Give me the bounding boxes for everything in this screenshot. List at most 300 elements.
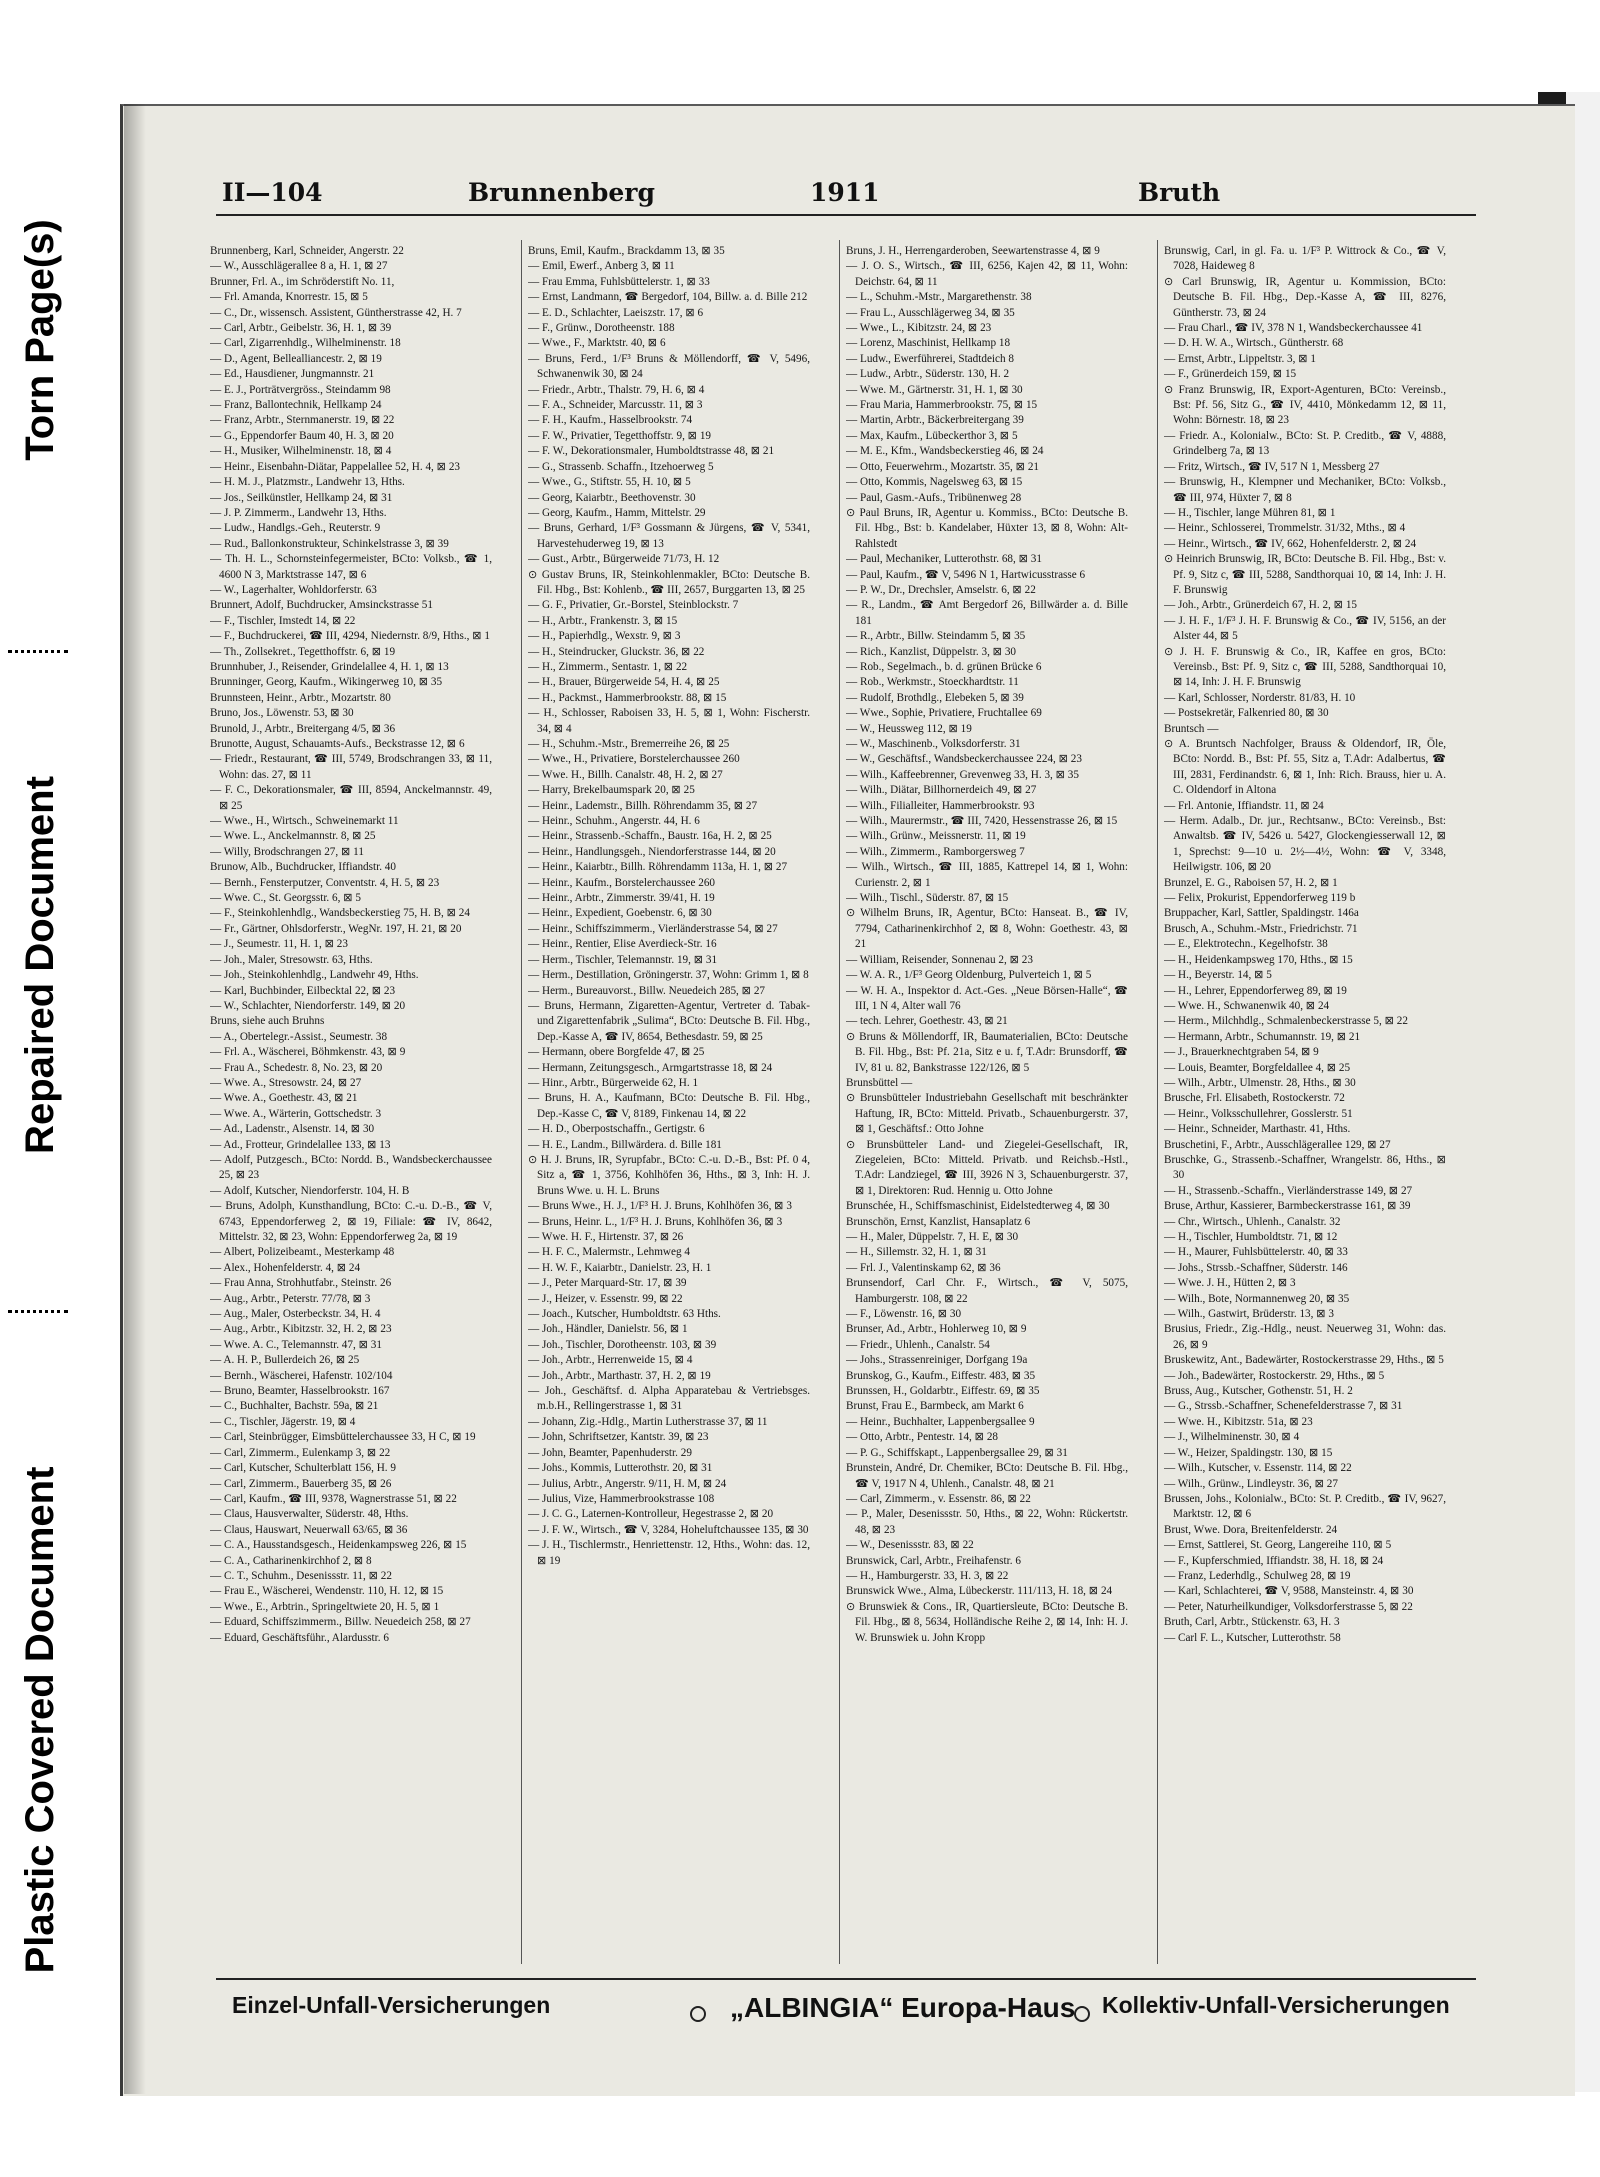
directory-entry: Bruse, Arthur, Kassierer, Barmbeckerstrasse 161, ⊠ 39 — [1164, 1200, 1411, 1213]
directory-entry: Brunst, Frau E., Barmbeck, am Markt 6 — [846, 1400, 1024, 1413]
directory-entry: — Wilh., Diätar, Billhornerdeich 49, ⊠ 27 — [846, 784, 1037, 797]
directory-entry: — F. H., Kaufm., Hasselbrookstr. 74 — [528, 414, 693, 427]
directory-entry: — Wilh., Tischl., Süderstr. 87, ⊠ 15 — [846, 892, 1009, 905]
directory-entry: — H., Sillemstr. 32, H. 1, ⊠ 31 — [846, 1246, 987, 1259]
directory-entry: — Heinr., Buchhalter, Lappenbergsallee 9 — [846, 1415, 1035, 1428]
directory-entry: — W., Schlachter, Niendorferstr. 149, ⊠ 20 — [210, 999, 406, 1012]
directory-entry: — Wwe. H., Schwanenwik 40, ⊠ 24 — [1164, 999, 1330, 1012]
column-divider — [521, 240, 522, 1964]
directory-entry: Brunschön, Ernst, Kanzlist, Hansaplatz 6 — [846, 1215, 1031, 1228]
directory-entry: — F., Grünerdeich 159, ⊠ 15 — [1164, 368, 1297, 381]
directory-entry: Brunswig, Carl, in gl. Fa. u. 1/F³ P. Wittrock & Co., ☎ V, 7028, Haideweg 8 — [1164, 245, 1446, 273]
directory-entry: Bruskewitz, Ant., Badewärter, Rostockerstrasse 29, Hths., ⊠ 5 — [1164, 1354, 1444, 1367]
directory-entry: — Wwe. H. F., Hirtenstr. 37, ⊠ 26 — [528, 1231, 684, 1243]
directory-entry: — Wilh., Kutscher, v. Essenstr. 114, ⊠ 22 — [1164, 1462, 1352, 1475]
directory-entry: — Otto, Feuerwehrm., Mozartstr. 35, ⊠ 21 — [846, 460, 1040, 473]
directory-entry: — Heinr., Volksschullehrer, Gosslerstr. 51 — [1164, 1107, 1353, 1120]
footer-rule — [216, 1978, 1476, 1980]
directory-entry: — Alex., Hohenfelderstr. 4, ⊠ 24 — [210, 1261, 361, 1274]
directory-entry: Bruss, Aug., Kutscher, Gothenstr. 51, H. 2 — [1164, 1385, 1353, 1398]
directory-entry: — Ernst, Landmann, ☎ Bergedorf, 104, Billw. a. d. Bille 212 — [528, 291, 808, 304]
directory-entry: — Wwe. A. C., Telemannstr. 47, ⊠ 31 — [210, 1338, 382, 1351]
directory-entry: — Bernh., Fensterputzer, Conventstr. 4, H. 5, ⊠ 23 — [210, 876, 440, 889]
directory-entry: Brust, Wwe. Dora, Breitenfelderstr. 24 — [1164, 1523, 1338, 1536]
directory-entry: — H., Zimmerm., Sentastr. 1, ⊠ 22 — [528, 660, 688, 673]
directory-entry: — Joh., Arbtr., Marthastr. 37, H. 2, ⊠ 19 — [528, 1369, 711, 1382]
directory-entry: — C. T., Schuhm., Desenissstr. 11, ⊠ 22 — [210, 1569, 392, 1582]
directory-entry: Brusius, Friedr., Zig.-Hdlg., neust. Neuerweg 31, Wohn: das. 26, ⊠ 9 — [1164, 1323, 1446, 1351]
directory-entry: — Hermann, Arbtr., Schumannstr. 19, ⊠ 21 — [1164, 1030, 1361, 1043]
directory-entry: — Eduard, Geschäftsführ., Alardusstr. 6 — [210, 1631, 389, 1644]
directory-entry: — P. W., Dr., Drechsler, Amselstr. 6, ⊠ 22 — [846, 583, 1036, 596]
directory-entry: Brunskog, G., Kaufm., Eiffestr. 483, ⊠ 35 — [846, 1369, 1036, 1382]
directory-entry: — Bernh., Wäscherei, Hafenstr. 102/104 — [210, 1369, 393, 1382]
side-label-divider — [8, 1310, 68, 1313]
directory-entry: ⊙ J. H. F. Brunswig & Co., IR, Kaffee en gros, BCto: Vereinsb., Bst: Pf. 9, Sitz c, ☎ III, 5288, Sandthorquai 10, ⊠ 14, Inh: J. H. F. Brunswig — [1164, 645, 1446, 689]
directory-entry: Brunstein, André, Dr. Chemiker, BCto: Deutsche B. Fil. Hbg., ☎ V, 1917 N 4, Uhlenh., Canalstr. 48, ⊠ 21 — [846, 1462, 1128, 1490]
directory-entry: — M. E., Kfm., Wandsbeckerstieg 46, ⊠ 24 — [846, 445, 1044, 458]
directory-entry: — J., Peter Marquard-Str. 17, ⊠ 39 — [528, 1277, 687, 1290]
directory-entry: — Louis, Beamter, Borgfeldallee 4, ⊠ 25 — [1164, 1061, 1351, 1074]
directory-entry: — H. D., Oberpostschaffn., Gertigstr. 6 — [528, 1123, 705, 1136]
directory-entry: — F. A., Schneider, Marcusstr. 11, ⊠ 3 — [528, 399, 703, 412]
header-right-keyword: Bruth — [1138, 178, 1221, 207]
directory-entry: — Emil, Ewerf., Anberg 3, ⊠ 11 — [528, 260, 675, 273]
directory-entry: — J., Seumestr. 11, H. 1, ⊠ 23 — [210, 938, 348, 951]
directory-entry: — Ernst, Sattlerei, St. Georg, Langereihe 110, ⊠ 5 — [1164, 1539, 1392, 1552]
directory-entry: — Wilh., Grünw., Meissnerstr. 11, ⊠ 19 — [846, 830, 1026, 843]
directory-entry: Bruschetini, F., Arbtr., Ausschlägerallee 129, ⊠ 27 — [1164, 1138, 1391, 1151]
directory-entry: — J. P. Zimmerm., Landwehr 13, Hths. — [210, 506, 387, 519]
directory-entry: — Franz, Ballontechnik, Hellkamp 24 — [210, 399, 382, 412]
directory-entry: — Aug., Maler, Osterbeckstr. 34, H. 4 — [210, 1308, 381, 1321]
directory-entry: — Wilh., Gastwirt, Brüderstr. 13, ⊠ 3 — [1164, 1308, 1334, 1321]
directory-entry: — Frl. Amanda, Knorrestr. 15, ⊠ 5 — [210, 291, 368, 304]
directory-entry: — Heinr., Eisenbahn-Diätar, Pappelallee 52, H. 4, ⊠ 23 — [210, 460, 461, 473]
directory-entry: — Wwe., G., Stiftstr. 55, H. 10, ⊠ 5 — [528, 476, 691, 489]
directory-entry: — Bruns Wwe., H. J., 1/F³ H. J. Bruns, Kohlhöfen 36, ⊠ 3 — [528, 1200, 792, 1213]
directory-entry: — Heinr., Strassenb.-Schaffn., Baustr. 16a, H. 2, ⊠ 25 — [528, 830, 772, 843]
directory-entry: Brunssen, H., Goldarbtr., Eiffestr. 69, ⊠ 35 — [846, 1385, 1040, 1398]
directory-entry: — Carl, Zimmerm., Bauerberg 35, ⊠ 26 — [210, 1477, 392, 1490]
directory-entry: — Ad., Ladenstr., Alsenstr. 14, ⊠ 30 — [210, 1123, 375, 1136]
directory-entry: — F., Tischler, Imstedt 14, ⊠ 22 — [210, 614, 356, 627]
directory-entry: Brunzel, E. G., Raboisen 57, H. 2, ⊠ 1 — [1164, 876, 1338, 889]
directory-entry: — Lorenz, Maschinist, Hellkamp 18 — [846, 337, 1011, 350]
directory-entry: — Aug., Arbtr., Peterstr. 77/78, ⊠ 3 — [210, 1292, 371, 1305]
directory-entry: — D., Agent, Bellealliancestr. 2, ⊠ 19 — [210, 352, 382, 365]
directory-entry: — Wwe., L., Kibitzstr. 24, ⊠ 23 — [846, 322, 992, 335]
directory-entry: Brusch, A., Schuhm.-Mstr., Friedrichstr. 71 — [1164, 922, 1358, 935]
directory-entry: — Heinr., Lademstr., Billh. Röhrendamm 35, ⊠ 27 — [528, 799, 758, 812]
directory-entry: — Heinr., Rentier, Elise Averdieck-Str. 16 — [528, 938, 717, 951]
directory-entry: — Herm., Tischler, Telemannstr. 19, ⊠ 31 — [528, 953, 718, 966]
directory-entry: — J. C. G., Laternen-Kontrolleur, Hegestrasse 2, ⊠ 20 — [528, 1508, 774, 1521]
directory-entry: — Joh., Geschäftsf. d. Alpha Apparatebau & Vertriebsges. m.b.H., Rellingerstrasse 1, ⊠ 31 — [528, 1385, 810, 1413]
directory-entry: — Herm., Destillation, Gröningerstr. 37, Wohn: Grimm 1, ⊠ 8 — [528, 969, 809, 982]
directory-entry: Bruns, siehe auch Bruhns — [210, 1015, 325, 1028]
side-label-repaired: Repaired Document — [18, 776, 62, 1154]
directory-entry: — Bruns, H. A., Kaufmann, BCto: Deutsche B. Fil. Hbg., Dep.-Kasse C, ☎ V, 8189, Finkenau 14, ⊠ 22 — [528, 1092, 810, 1120]
directory-entry: — Heinr., Schuhm., Angerstr. 44, H. 6 — [528, 815, 700, 828]
directory-column-4 — [1164, 244, 1446, 1964]
directory-entry: — Carl, Zigarrenhdlg., Wilhelminenstr. 18 — [210, 337, 401, 350]
directory-entry: — H., Steindrucker, Gluckstr. 36, ⊠ 22 — [528, 645, 705, 658]
directory-entry: — Wwe., H., Wirtsch., Schweinemarkt 11 — [210, 815, 399, 828]
directory-column-2 — [528, 244, 810, 1964]
directory-entry: ⊙ Heinrich Brunswig, IR, BCto: Deutsche B. Fil. Hbg., Bst: v. Pf. 9, Sitz c, ☎ III, 5288, Sandthorquai 10, ⊠ 14, Inh: J. H. F. Brunswig — [1164, 553, 1446, 596]
directory-entry: — Wilh., Filialleiter, Hammerbrookstr. 93 — [846, 799, 1035, 812]
directory-entry: — Claus, Hauswart, Neuerwall 63/65, ⊠ 36 — [210, 1523, 408, 1536]
directory-entry: — Hermann, Zeitungsgesch., Armgartstrasse 18, ⊠ 24 — [528, 1061, 773, 1074]
directory-entry: — Johs., Strassenreiniger, Dorfgang 19a — [846, 1354, 1028, 1367]
directory-entry: — Friedr., Restaurant, ☎ III, 5749, Brodschrangen 33, ⊠ 11, Wohn: das. 27, ⊠ 11 — [210, 753, 492, 781]
directory-entry: — H., Schuhm.-Mstr., Bremerreihe 26, ⊠ 25 — [528, 738, 730, 750]
directory-entry: Brunnert, Adolf, Buchdrucker, Amsinckstrasse 51 — [210, 599, 433, 612]
directory-entry: — Wwe., E., Arbtrin., Springeltwiete 20, H. 5, ⊠ 1 — [210, 1600, 440, 1613]
directory-entry: — Wwe., H., Privatiere, Borstelerchaussee 260 — [528, 753, 740, 766]
directory-entry: Brunninger, Georg, Kaufm., Wikingerweg 10, ⊠ 35 — [210, 676, 443, 689]
directory-entry: — R., Landm., ☎ Amt Bergedorf 26, Billwärder a. d. Bille 181 — [846, 599, 1128, 627]
directory-entry: — W., Maschinenb., Volksdorferstr. 31 — [846, 738, 1021, 750]
directory-entry: — J., Wilhelminenstr. 30, ⊠ 4 — [1164, 1431, 1300, 1444]
header-rule — [216, 214, 1476, 216]
directory-entry: — H., Tischler, Humboldtstr. 71, ⊠ 12 — [1164, 1231, 1338, 1243]
directory-entry: — H., Beyerstr. 14, ⊠ 5 — [1164, 969, 1272, 982]
directory-entry: — Wilh., Kaffeebrenner, Grevenweg 33, H. 3, ⊠ 35 — [846, 768, 1079, 781]
directory-entry: — John, Schriftsetzer, Kantstr. 39, ⊠ 23 — [528, 1431, 709, 1444]
directory-entry: — C., Buchhalter, Bachstr. 59a, ⊠ 21 — [210, 1400, 379, 1413]
directory-entry: ⊙ Franz Brunswig, IR, Export-Agenturen, BCto: Vereinsb., Bst: Pf. 56, Sitz G., ☎ IV, 4410, Mönkedamm 12, ⊠ 11, Wohn: Börnestr. 18, ⊠ 23 — [1164, 383, 1446, 427]
directory-entry: — Paul, Kaufm., ☎ V, 5496 N 1, Hartwicusstrasse 6 — [846, 568, 1086, 581]
directory-entry: — C. A., Hausstandsgesch., Heidenkampsweg 226, ⊠ 15 — [210, 1539, 467, 1552]
directory-entry: — Wwe. M., Gärtnerstr. 31, H. 1, ⊠ 30 — [846, 383, 1023, 396]
directory-entry: Brunold, J., Arbtr., Breitergang 4/5, ⊠ 36 — [210, 722, 396, 735]
directory-entry: — H., Maurer, Fuhlsbüttelerstr. 40, ⊠ 33 — [1164, 1246, 1348, 1259]
directory-entry: — Carl, Zimmerm., Eulenkamp 3, ⊠ 22 — [210, 1446, 391, 1459]
directory-entry: — H., Maler, Düppelstr. 7, H. E, ⊠ 30 — [846, 1231, 1019, 1243]
directory-entry: — Joh., Tischler, Dorotheenstr. 103, ⊠ 39 — [528, 1338, 717, 1351]
directory-entry: — F., Kupferschmied, Iffiandstr. 38, H. 18, ⊠ 24 — [1164, 1554, 1384, 1567]
directory-entry: — Fr., Gärtner, Ohlsdorferstr., WegNr. 197, H. 21, ⊠ 20 — [210, 922, 462, 935]
directory-entry: — Rob., Segelmach., b. d. grünen Brücke 6 — [846, 660, 1042, 673]
directory-entry: — Th. H. L., Schornsteinfegermeister, BCto: Volksb., ☎ 1, 4600 N 3, Marktstrasse 147, ⊠ 6 — [210, 553, 492, 581]
directory-entry: Brunsbüttel — — [846, 1076, 913, 1089]
directory-entry: — Wwe. J. H., Hütten 2, ⊠ 3 — [1164, 1277, 1296, 1290]
directory-entry: — C., Tischler, Jägerstr. 19, ⊠ 4 — [210, 1415, 356, 1428]
directory-entry: — H., Musiker, Wilhelminenstr. 18, ⊠ 4 — [210, 445, 392, 458]
directory-entry: — Heinr., Arbtr., Zimmerstr. 39/41, H. 19 — [528, 892, 715, 905]
directory-entry: — Heinr., Expedient, Goebenstr. 6, ⊠ 30 — [528, 907, 712, 920]
directory-entry: — H., Heidenkampsweg 170, Hths., ⊠ 15 — [1164, 953, 1353, 966]
directory-column-3 — [846, 244, 1128, 1964]
directory-entry: — H., Lehrer, Eppendorferweg 89, ⊠ 19 — [1164, 984, 1347, 997]
directory-entry: — W., Geschäftsf., Wandsbeckerchaussee 224, ⊠ 23 — [846, 753, 1082, 766]
directory-entry: — Georg, Kaiarbtr., Beethovenstr. 30 — [528, 491, 696, 504]
directory-entry: — Chr., Wirtsch., Uhlenh., Canalstr. 32 — [1164, 1215, 1341, 1228]
directory-entry: — W., Ausschlägerallee 8 a, H. 1, ⊠ 27 — [210, 260, 388, 273]
directory-entry: Brunnhuber, J., Reisender, Grindelallee 4, H. 1, ⊠ 13 — [210, 660, 449, 673]
directory-entry: Brunschée, H., Schiffsmaschinist, Eidelstedterweg 4, ⊠ 30 — [846, 1200, 1110, 1213]
column-divider — [1157, 240, 1158, 1964]
directory-entry: Brunser, Ad., Arbtr., Hohlerweg 10, ⊠ 9 — [846, 1323, 1027, 1336]
directory-entry: — tech. Lehrer, Goethestr. 43, ⊠ 21 — [846, 1015, 1008, 1028]
directory-entry: — A., Obertelegr.-Assist., Seumestr. 38 — [210, 1030, 388, 1043]
directory-entry: — H., Schlosser, Raboisen 33, H. 5, ⊠ 1, Wohn: Fischerstr. 34, ⊠ 4 — [528, 707, 810, 735]
directory-entry: — H. W. F., Kaiarbtr., Danielstr. 23, H. 1 — [528, 1261, 712, 1274]
directory-entry: — Frau Emma, Fuhlsbüttelerstr. 1, ⊠ 33 — [528, 275, 710, 288]
directory-entry: ⊙ Brunsbütteler Industriebahn Gesellschaft mit beschränkter Haftung, IR, BCto: Mitteld. Privatb., Schauenburgerstr. 37, ⊠ 1, Geschäftsf.: Otto Johne — [846, 1092, 1128, 1136]
directory-entry: — A. H. P., Bullerdeich 26, ⊠ 25 — [210, 1354, 360, 1367]
directory-entry: — J., Heizer, v. Essenstr. 99, ⊠ 22 — [528, 1292, 683, 1305]
directory-entry: — Wwe. C., St. Georgsstr. 6, ⊠ 5 — [210, 892, 361, 905]
directory-entry: — Bruno, Beamter, Hasselbrookstr. 167 — [210, 1385, 390, 1398]
directory-entry: Brunswick Wwe., Alma, Lübeckerstr. 111/113, H. 18, ⊠ 24 — [846, 1585, 1113, 1598]
directory-entry: — Willy, Brodschrangen 27, ⊠ 11 — [210, 845, 364, 858]
directory-entry: — J., Brauerknechtgraben 54, ⊠ 9 — [1164, 1046, 1319, 1059]
directory-entry: Bruns, Emil, Kaufm., Brackdamm 13, ⊠ 35 — [528, 245, 725, 257]
directory-entry: — P., Maler, Desenissstr. 50, Hths., ⊠ 22, Wohn: Rückertstr. 48, ⊠ 23 — [846, 1508, 1128, 1536]
directory-entry: — Bruns, Gerhard, 1/F³ Gossmann & Jürgens, ☎ V, 5341, Harvestehuderweg 19, ⊠ 13 — [528, 522, 810, 550]
footer-center-ad: „ALBINGIA“ Europa-Haus — [730, 1992, 1076, 2023]
directory-entry: — Frl. A., Wäscherei, Böhmkenstr. 43, ⊠ 9 — [210, 1046, 406, 1059]
directory-entry: — Wwe. L., Anckelmannstr. 8, ⊠ 25 — [210, 830, 376, 843]
directory-entry: ⊙ Paul Bruns, IR, Agentur u. Kommiss., BCto: Deutsche B. Fil. Hbg., Bst: b. Kandelaber, Hüxter 13, ⊠ 8, Wohn: Alt-Rahlstedt — [846, 506, 1128, 550]
directory-entry: — Hermann, obere Borgfelde 47, ⊠ 25 — [528, 1046, 705, 1059]
directory-entry: Bruppacher, Karl, Sattler, Spaldingstr. 146a — [1164, 907, 1359, 920]
directory-entry: — Joh., Arbtr., Grünerdeich 67, H. 2, ⊠ 15 — [1164, 599, 1358, 612]
directory-entry: — Wilh., Maurermstr., ☎ III, 7420, Hessenstrasse 26, ⊠ 15 — [846, 815, 1118, 828]
directory-entry: — Franz, Arbtr., Sternmanerstr. 19, ⊠ 22 — [210, 414, 395, 427]
directory-entry: Bruno, Jos., Löwenstr. 53, ⊠ 30 — [210, 707, 354, 720]
directory-entry: — Eduard, Schiffszimmerm., Billw. Neuedeich 258, ⊠ 27 — [210, 1616, 471, 1629]
directory-entry: — Friedr. A., Kolonialw., BCto: St. P. Creditb., ☎ V, 4888, Grindelberg 7a, ⊠ 13 — [1164, 429, 1446, 458]
directory-entry: — Hinr., Arbtr., Bürgerweide 62, H. 1 — [528, 1076, 699, 1089]
directory-entry: Bruschke, G., Strassenb.-Schaffner, Wrangelstr. 86, Hths., ⊠ 30 — [1164, 1153, 1446, 1182]
directory-entry: — Bruns, Ferd., 1/F³ Bruns & Möllendorff, ☎ V, 5496, Schwanenwik 30, ⊠ 24 — [528, 352, 810, 381]
directory-entry: — Heinr., Schiffszimmerm., Vierländerstrasse 54, ⊠ 27 — [528, 922, 778, 935]
directory-entry: — Ed., Hausdiener, Jungmannstr. 21 — [210, 368, 375, 381]
directory-column-1 — [210, 244, 492, 1964]
directory-entry: — Julius, Arbtr., Angerstr. 9/11, H. M, ⊠ 24 — [528, 1477, 727, 1490]
directory-entry: — Th., Zollsekret., Tegetthoffstr. 6, ⊠ 19 — [210, 645, 396, 658]
directory-entry: — H., Arbtr., Frankenstr. 3, ⊠ 15 — [528, 614, 678, 627]
directory-entry: — John, Beamter, Papenhuderstr. 29 — [528, 1446, 692, 1459]
directory-entry: — J. F. W., Wirtsch., ☎ V, 3284, Hoheluftchaussee 135, ⊠ 30 — [528, 1523, 809, 1536]
directory-entry: — Friedr., Arbtr., Thalstr. 79, H. 6, ⊠ 4 — [528, 383, 705, 396]
side-label-plastic: Plastic Covered Document — [18, 1466, 62, 1974]
directory-entry: — Karl, Schlosser, Norderstr. 81/83, H. 10 — [1164, 691, 1356, 704]
directory-entry: — Joach., Kutscher, Humboldtstr. 63 Hths. — [528, 1308, 721, 1321]
directory-entry: — G., Strssb.-Schaffner, Schenefelderstrasse 7, ⊠ 31 — [1164, 1400, 1403, 1413]
directory-entry: — Friedr., Uhlenh., Canalstr. 54 — [846, 1338, 990, 1351]
directory-entry: Brunnsteen, Heinr., Arbtr., Mozartstr. 80 — [210, 691, 391, 704]
directory-entry: Brunswick, Carl, Arbtr., Freihafenstr. 6 — [846, 1554, 1021, 1567]
directory-entry: — Joh., Arbtr., Herrenweide 15, ⊠ 4 — [528, 1354, 693, 1367]
directory-entry: — Rud., Ballonkonstrukteur, Schinkelstrasse 3, ⊠ 39 — [210, 537, 449, 550]
directory-entry: — E., Elektrotechn., Kegelhofstr. 38 — [1164, 938, 1328, 951]
directory-entry: — H., Packmst., Hammerbrookstr. 88, ⊠ 15 — [528, 691, 727, 704]
directory-entry: — H., Brauer, Bürgerweide 54, H. 4, ⊠ 25 — [528, 676, 720, 689]
directory-entry: — Aug., Arbtr., Kibitzstr. 32, H. 2, ⊠ 23 — [210, 1323, 392, 1336]
directory-entry: ⊙ Wilhelm Bruns, IR, Agentur, BCto: Hanseat. B., ☎ IV, 7794, Catharinenkirchhof 2, ⊠ 8, Wohn: Goethestr. 43, ⊠ 21 — [846, 907, 1128, 951]
directory-entry: — Herm. Adalb., Dr. jur., Rechtsanw., BCto: Vereinsb., Bst: Anwaltsb. ☎ IV, 5426 u. 5427, Glockengiesserwall 12, ⊠ 1, Sprechst: 9—10 u. 2½—4½, Wohn: ☎ V, 3348, Heilwigstr. 106, ⊠ 20 — [1164, 815, 1446, 874]
directory-entry: — Herm., Bureauvorst., Billw. Neuedeich 285, ⊠ 27 — [528, 984, 766, 997]
directory-entry: — H., Tischler, lange Mühren 81, ⊠ 1 — [1164, 506, 1336, 519]
directory-entry: — Gust., Arbtr., Bürgerweide 71/73, H. 12 — [528, 553, 720, 566]
directory-entry: Brunnenberg, Karl, Schneider, Angerstr. 22 — [210, 245, 404, 257]
directory-entry: — C. A., Catharinenkirchhof 2, ⊠ 8 — [210, 1554, 372, 1567]
directory-entry: — Wwe. A., Wärterin, Gottschedstr. 3 — [210, 1107, 382, 1120]
directory-entry: — Herm., Milchhdlg., Schmalenbeckerstrasse 5, ⊠ 22 — [1164, 1015, 1408, 1028]
directory-entry: — D. H. W. A., Wirtsch., Güntherstr. 68 — [1164, 337, 1344, 350]
directory-entry: — Wwe. H., Billh. Canalstr. 48, H. 2, ⊠ 27 — [528, 768, 723, 781]
directory-entry: — Paul, Mechaniker, Lutterothstr. 68, ⊠ 31 — [846, 553, 1042, 566]
directory-entry: — W., Heussweg 112, ⊠ 19 — [846, 722, 972, 735]
directory-entry: — Joh., Händler, Danielstr. 56, ⊠ 1 — [528, 1323, 688, 1336]
directory-entry: — F. W., Dekorationsmaler, Humboldtstrasse 48, ⊠ 21 — [528, 445, 775, 458]
directory-entry: — W. H. A., Inspektor d. Act.-Ges. „Neue Börsen-Halle“, ☎ III, 1 N 4, Alter wall 76 — [846, 984, 1128, 1012]
directory-entry: — Rob., Werkmstr., Stoeckhardtstr. 11 — [846, 676, 1019, 689]
directory-entry: — Carl, Zimmerm., v. Essenstr. 86, ⊠ 22 — [846, 1492, 1031, 1505]
directory-entry: — E. J., Porträtvergröss., Steindamm 98 — [210, 383, 391, 396]
directory-entry: — Karl, Schlachterei, ☎ V, 9588, Mansteinstr. 4, ⊠ 30 — [1164, 1585, 1414, 1598]
directory-entry: — Wilh., Wirtsch., ☎ III, 1885, Kattrepel 14, ⊠ 1, Wohn: Curienstr. 2, ⊠ 1 — [846, 861, 1128, 889]
directory-entry: — W., Heizer, Spaldingstr. 130, ⊠ 15 — [1164, 1446, 1333, 1459]
column-divider — [839, 240, 840, 1964]
directory-entry: — Otto, Kommis, Nagelsweg 63, ⊠ 15 — [846, 476, 1023, 489]
directory-entry: — H., Papierhdlg., Wexstr. 9, ⊠ 3 — [528, 630, 681, 643]
directory-entry: — Bruns, Adolph, Kunsthandlung, BCto: C.-u. D.-B., ☎ V, 6743, Eppendorferweg 2, ⊠ 19, Filiale: ☎ IV, 8642, Mittelstr. 32, ⊠ 23, Wohn: Eppendorferweg 2a, ⊠ 19 — [210, 1200, 492, 1243]
directory-entry: — Frau E., Wäscherei, Wendenstr. 110, H. 12, ⊠ 15 — [210, 1585, 444, 1598]
directory-entry: ⊙ Brunsbütteler Land- und Ziegelei-Gesellschaft, IR, Ziegeleien, BCto: Mitteld. Privatb. und Reichsb.-Hstl., T.Adr: Landziegel, ☎ III, 3926 N 3, Schauenburgerstr. 37, ⊠ 1, Direktoren: Rud. Hennig u. Otto Johne — [846, 1138, 1128, 1197]
directory-entry: — F. W., Privatier, Tegetthoffstr. 9, ⊠ 19 — [528, 429, 712, 442]
directory-entry: — Ludw., Ewerführerei, Stadtdeich 8 — [846, 352, 1014, 365]
directory-entry: — Paul, Gasm.-Aufs., Tribünenweg 28 — [846, 491, 1022, 504]
directory-entry: — Frau L., Ausschlägerweg 34, ⊠ 35 — [846, 306, 1015, 319]
directory-entry: — Ad., Frotteur, Grindelallee 133, ⊠ 13 — [210, 1138, 391, 1151]
directory-entry: — Carl F. L., Kutscher, Lutterothstr. 58 — [1164, 1631, 1341, 1644]
directory-entry: — F. C., Dekorationsmaler, ☎ III, 8594, Anckelmannstr. 49, ⊠ 25 — [210, 784, 492, 812]
directory-entry: — Wilh., Bote, Normannenweg 20, ⊠ 35 — [1164, 1292, 1350, 1305]
directory-entry: — Karl, Buchbinder, Eilbecktal 22, ⊠ 23 — [210, 984, 396, 997]
directory-entry: ⊙ Carl Brunswig, IR, Agentur u. Kommission, BCto: Deutsche B. Fil. Hbg., Dep.-Kasse A, ☎ III, 8276, Güntherstr. 73, ⊠ 24 — [1164, 275, 1446, 319]
directory-entry: Brusche, Frl. Elisabeth, Rostockerstr. 72 — [1164, 1092, 1345, 1105]
directory-entry: — G. F., Privatier, Gr.-Borstel, Steinblockstr. 7 — [528, 599, 739, 612]
footer-right-ad: Kollektiv-Unfall-Versicherungen — [1102, 1992, 1450, 2018]
bullet-icon — [1074, 2006, 1090, 2022]
directory-entry: — Johann, Zig.-Hdlg., Martin Lutherstrasse 37, ⊠ 11 — [528, 1415, 768, 1428]
directory-entry: — Wwe. A., Stresowstr. 24, ⊠ 27 — [210, 1076, 362, 1089]
directory-entry: — Joh., Maler, Stresowstr. 63, Hths. — [210, 953, 373, 966]
directory-entry: — Wwe., F., Marktstr. 40, ⊠ 6 — [528, 337, 666, 350]
directory-entry: — H. F. C., Malermstr., Lehmweg 4 — [528, 1246, 690, 1259]
directory-entry: — Wwe. H., Kibitzstr. 51a, ⊠ 23 — [1164, 1415, 1313, 1428]
directory-entry: — Martin, Arbtr., Bäckerbreitergang 39 — [846, 414, 1024, 427]
directory-entry: — Heinr., Schlosserei, Trommelstr. 31/32, Mths., ⊠ 4 — [1164, 522, 1406, 535]
directory-entry: — Carl, Arbtr., Geibelstr. 36, H. 1, ⊠ 39 — [210, 322, 392, 335]
directory-entry: — Georg, Kaufm., Hamm, Mittelstr. 29 — [528, 506, 706, 519]
directory-entry: — E. D., Schlachter, Laeiszstr. 17, ⊠ 6 — [528, 306, 704, 319]
directory-entry: — Julius, Vize, Hammerbrookstrasse 108 — [528, 1492, 715, 1505]
directory-entry: — Claus, Hausverwalter, Süderstr. 48, Hths. — [210, 1508, 409, 1521]
directory-entry: — Wilh., Zimmerm., Ramborgersweg 7 — [846, 845, 1025, 858]
directory-entry: — Wwe. A., Goethestr. 43, ⊠ 21 — [210, 1092, 358, 1105]
directory-entry: — Ludw., Handlgs.-Geh., Reuterstr. 9 — [210, 522, 381, 535]
side-label-rail — [0, 0, 86, 2177]
directory-entry: Brunotte, August, Schauamts-Aufs., Beckstrasse 12, ⊠ 6 — [210, 738, 465, 750]
directory-entry: — Ludw., Arbtr., Süderstr. 130, H. 2 — [846, 368, 1010, 381]
directory-entry: — Frau Anna, Strohhutfabr., Steinstr. 26 — [210, 1277, 392, 1290]
directory-entry: — William, Reisender, Sonnenau 2, ⊠ 23 — [846, 953, 1033, 966]
directory-entry: — J. O. S., Wirtsch., ☎ III, 6256, Kajen 42, ⊠ 11, Wohn: Deichstr. 64, ⊠ 11 — [846, 260, 1128, 288]
directory-entry: — W., Desenissstr. 83, ⊠ 22 — [846, 1539, 974, 1552]
header-left-keyword: Brunnenberg — [468, 178, 655, 207]
directory-entry: — Harry, Brekelbaumspark 20, ⊠ 25 — [528, 784, 695, 797]
directory-entry: — G., Eppendorfer Baum 40, H. 3, ⊠ 20 — [210, 429, 394, 442]
directory-entry: — F., Buchdruckerei, ☎ III, 4294, Niedernstr. 8/9, Hths., ⊠ 1 — [210, 630, 490, 643]
directory-entry: — Rudolf, Brothdlg., Elebeken 5, ⊠ 39 — [846, 691, 1024, 704]
directory-entry: — Joh., Badewärter, Rostockerstr. 29, Hths., ⊠ 5 — [1164, 1369, 1385, 1382]
directory-entry: — W. A. R., 1/F³ Georg Oldenburg, Pulverteich 1, ⊠ 5 — [846, 969, 1092, 982]
directory-entry: Bruntsch — — [1164, 722, 1219, 735]
directory-entry: — Bruns, Hermann, Zigaretten-Agentur, Vertreter d. Tabak- und Zigarettenfabrik „Sulima“, BCto: Deutsche B. Fil. Hbg., Dep.-Kasse A, ☎ IV, 8654, Bethesdastr. 59, ⊠ 25 — [528, 999, 810, 1043]
directory-entry: — Otto, Arbtr., Pentestr. 14, ⊠ 28 — [846, 1431, 999, 1444]
directory-entry: — Frau A., Schedestr. 8, No. 23, ⊠ 20 — [210, 1061, 383, 1074]
directory-entry: — Johs., Strssb.-Schaffner, Süderstr. 146 — [1164, 1261, 1348, 1274]
directory-entry: — R., Arbtr., Billw. Steindamm 5, ⊠ 35 — [846, 630, 1026, 643]
directory-entry: — Frau Charl., ☎ IV, 378 N 1, Wandsbeckerchaussee 41 — [1164, 322, 1423, 335]
directory-entry: — Joh., Steinkohlenhdlg., Landwehr 49, Hths. — [210, 969, 419, 982]
directory-entry: — Felix, Prokurist, Eppendorferweg 119 b — [1164, 892, 1356, 905]
page-number: II—104 — [222, 178, 323, 207]
directory-entry: — Bruns, Heinr. L., 1/F³ H. J. Bruns, Kohlhöfen 36, ⊠ 3 — [528, 1215, 783, 1228]
directory-entry: — Franz, Lederhdlg., Schulweg 28, ⊠ 19 — [1164, 1569, 1351, 1582]
directory-entry: — H., Hamburgerstr. 33, H. 3, ⊠ 22 — [846, 1569, 1009, 1582]
directory-entry: — Johs., Kommis, Lutterothstr. 20, ⊠ 31 — [528, 1462, 713, 1475]
directory-entry: ⊙ Gustav Bruns, IR, Steinkohlenmakler, BCto: Deutsche B. Fil. Hbg., Bst: Kohlenb., ☎ III, 2657, Burggarten 13, ⊠ 25 — [528, 568, 810, 596]
directory-entry: — Heinr., Wirtsch., ☎ IV, 662, Hohenfelderstr. 2, ⊠ 24 — [1164, 537, 1417, 550]
directory-entry: Brunow, Alb., Buchdrucker, Iffiandstr. 40 — [210, 861, 396, 874]
directory-entry: — G., Strassenb. Schaffn., Itzehoerweg 5 — [528, 460, 714, 473]
bullet-icon — [690, 2006, 706, 2022]
directory-entry: — Frl. Antonie, Iffiandstr. 11, ⊠ 24 — [1164, 799, 1324, 812]
directory-entry: — Adolf, Kutscher, Niendorferstr. 104, H. B — [210, 1184, 410, 1197]
directory-entry: Brunner, Frl. A., im Schröderstift No. 11, — [210, 275, 395, 288]
directory-entry: — Albert, Polizeibeamt., Mesterkamp 48 — [210, 1246, 395, 1259]
directory-entry: Brussen, Johs., Kolonialw., BCto: St. P. Creditb., ☎ IV, 9627, Marktstr. 12, ⊠ 6 — [1164, 1492, 1446, 1521]
directory-entry: — Peter, Naturheilkundiger, Volksdorferstrasse 5, ⊠ 22 — [1164, 1600, 1413, 1613]
directory-entry: — C., Dr., wissensch. Assistent, Güntherstrasse 42, H. 7 — [210, 306, 462, 319]
directory-entry: — Wwe., Sophie, Privatiere, Fruchtallee 69 — [846, 707, 1042, 720]
directory-entry: — Heinr., Handlungsgeh., Niendorferstrasse 144, ⊠ 20 — [528, 845, 776, 858]
header-year: 1911 — [810, 178, 880, 207]
directory-entry: — Frau Maria, Hammerbrookstr. 75, ⊠ 15 — [846, 399, 1038, 412]
directory-entry: — Max, Kaufm., Lübeckerthor 3, ⊠ 5 — [846, 429, 1018, 442]
directory-entry: — W., Lagerhalter, Wohldorferstr. 63 — [210, 583, 377, 596]
directory-entry: — Heinr., Schneider, Marthastr. 41, Hths. — [1164, 1123, 1351, 1136]
directory-entry: Bruth, Carl, Arbtr., Stückenstr. 63, H. 3 — [1164, 1616, 1340, 1629]
directory-entry: — Wilh., Arbtr., Ulmenstr. 28, Hths., ⊠ 30 — [1164, 1076, 1356, 1089]
directory-entry: — Postsekretär, Falkenried 80, ⊠ 30 — [1164, 707, 1329, 720]
directory-entry: Bruns, J. H., Herrengarderoben, Seewartenstrasse 4, ⊠ 9 — [846, 245, 1100, 257]
directory-entry: — H. M. J., Platzmstr., Landwehr 13, Hths. — [210, 476, 405, 489]
directory-entry: — Wilh., Grünw., Lindleystr. 36, ⊠ 27 — [1164, 1477, 1338, 1490]
directory-entry: ⊙ Bruns & Möllendorff, IR, Baumaterialien, BCto: Deutsche B. Fil. Hbg., Bst: Pf. 21a, Sitz e u. f, T.Adr: Brunsdorff, ☎ IV, 81 u. 82, Bankstrasse 122/126, ⊠ 5 — [846, 1030, 1128, 1074]
directory-entry: — Jos., Seilkünstler, Hellkamp 24, ⊠ 31 — [210, 491, 393, 504]
directory-entry: — J. H. F., 1/F³ J. H. F. Brunswig & Co., ☎ IV, 5156, an der Alster 44, ⊠ 5 — [1164, 614, 1446, 643]
directory-entry: — J. H., Tischlermstr., Henriettenstr. 12, Hths., Wohn: das. 12, ⊠ 19 — [528, 1539, 810, 1567]
